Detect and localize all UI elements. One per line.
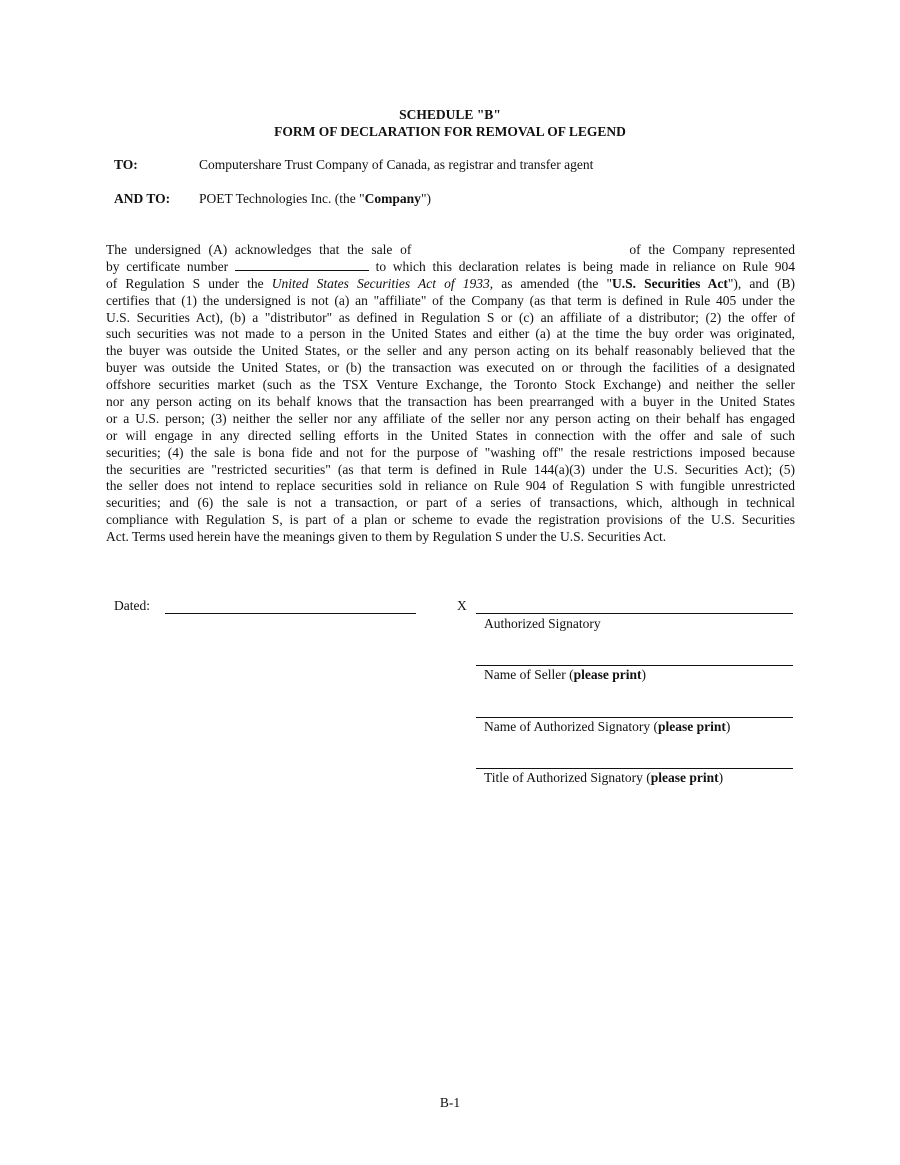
declaration-line: certifies that (1) the undersigned is not (a) an "affiliate" of the Company (as that term is defined in Rule 405 under the bbox=[106, 292, 795, 308]
to-label: TO: bbox=[114, 157, 138, 172]
declaration-line: securities; and (6) the sale is not a transaction, or part of a series of transactions, which, although in technical bbox=[106, 495, 795, 511]
page-number: B-1 bbox=[439, 1095, 461, 1110]
authorized-signature-line[interactable] bbox=[476, 613, 793, 614]
act-title: United States Securities Act of 1933 bbox=[271, 275, 490, 291]
form-title: FORM OF DECLARATION FOR REMOVAL OF LEGEND bbox=[274, 124, 626, 139]
company-defined-term: Company bbox=[364, 191, 421, 206]
certificate-number-blank[interactable] bbox=[235, 259, 369, 271]
declaration-line: the seller does not intend to replace securities sold in reliance on Rule 904 of Regulation S with fungible unrestricted bbox=[106, 478, 795, 494]
dated-label: Dated: bbox=[114, 598, 150, 613]
and-to-label: AND TO: bbox=[114, 191, 171, 206]
declaration-line: or will engage in any directed selling efforts in the United States in connection with the offer and sale of such bbox=[106, 427, 795, 443]
declaration-line: the securities are "restricted securities" (as that term is defined in Rule 144(a)(3) under the U.S. Securities Act); (5) bbox=[106, 461, 795, 477]
seller-name-line[interactable] bbox=[476, 665, 793, 666]
declaration-line: Act. Terms used herein have the meanings given to them by Regulation S under the U.S. Securities Act. bbox=[106, 529, 667, 545]
seller-name-label: Name of Seller (please print) bbox=[484, 667, 646, 682]
declaration-line: nor any person acting on its behalf knows that the transaction has been prearranged with a buyer in the United States bbox=[106, 394, 795, 410]
signatory-name-label: Name of Authorized Signatory (please print) bbox=[484, 719, 731, 734]
act-defined-term: U.S. Securities Act bbox=[611, 275, 728, 291]
authorized-signatory-label: Authorized Signatory bbox=[484, 616, 601, 631]
schedule-heading: SCHEDULE "B" bbox=[399, 107, 501, 122]
declaration-paragraph bbox=[106, 242, 795, 546]
declaration-line: the buyer was outside the United States, or the seller and any person acting on its behalf reasonably believed that the bbox=[106, 343, 795, 359]
declaration-line: securities; (4) the sale is bona fide and not for the purpose of "washing off" the resale restrictions imposed because bbox=[106, 444, 795, 460]
and-to-text: POET Technologies Inc. (the "Company") bbox=[199, 191, 431, 206]
declaration-line: of Regulation S under the United States Securities Act of 1933, as amended (the "U.S. Securities Act"), and (B) bbox=[106, 275, 795, 291]
declaration-line: by certificate number to which this declaration relates is being made in reliance on Rule 904 bbox=[106, 258, 796, 274]
signatory-title-label: Title of Authorized Signatory (please print) bbox=[484, 770, 724, 785]
declaration-line: such securities was not made to a person in the United States and either (a) at the time the buy order was originated, bbox=[106, 326, 795, 342]
signatory-title-line[interactable] bbox=[476, 768, 793, 769]
declaration-line: offshore securities market (such as the TSX Venture Exchange, the Toronto Stock Exchange) and neither the seller bbox=[106, 377, 795, 393]
signatory-name-line[interactable] bbox=[476, 717, 793, 718]
declaration-line: The undersigned (A) acknowledges that the sale of of the Company represented bbox=[106, 242, 795, 257]
declaration-line: U.S. Securities Act), (b) a "distributor" as defined in Regulation S or (c) an affiliate of a distributor; (2) the offer of bbox=[106, 309, 795, 325]
to-text: Computershare Trust Company of Canada, as registrar and transfer agent bbox=[199, 157, 594, 172]
declaration-line: compliance with Regulation S, is part of a plan or scheme to evade the registration provisions of the U.S. Securities bbox=[106, 512, 795, 528]
signature-x-mark: X bbox=[457, 598, 467, 613]
date-field-line[interactable] bbox=[165, 613, 416, 614]
declaration-line: buyer was outside the United States, or (b) the transaction was executed on or through the facilities of a designated bbox=[106, 360, 795, 376]
declaration-line: or a U.S. person; (3) neither the seller nor any affiliate of the seller nor any person acting on their behalf has engaged bbox=[106, 410, 795, 426]
